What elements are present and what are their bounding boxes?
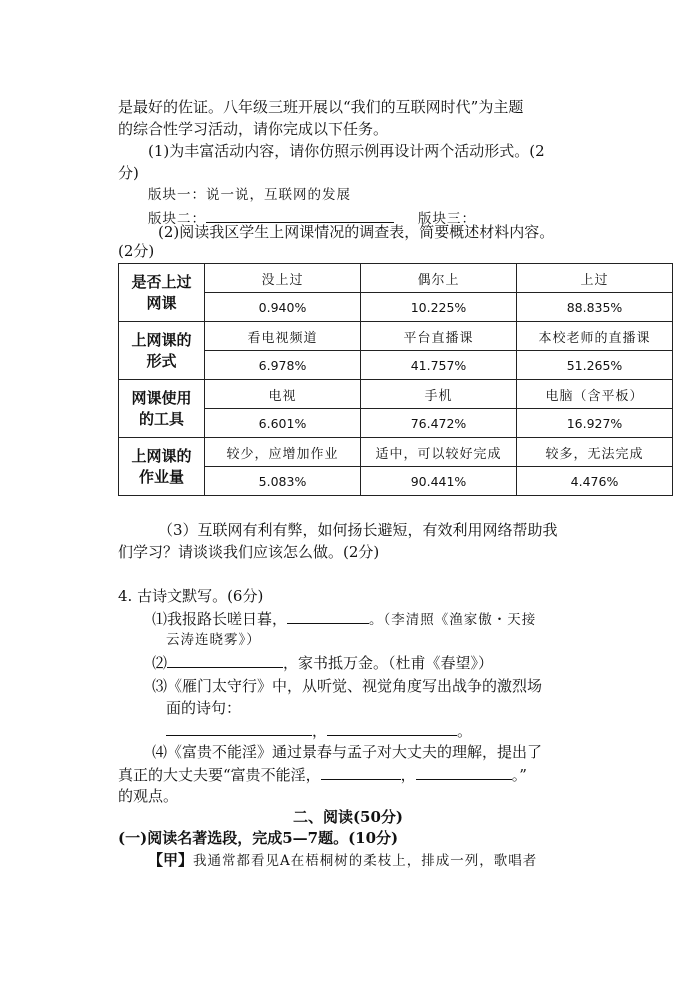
answer-blank[interactable] xyxy=(167,652,283,668)
answer-blank[interactable] xyxy=(327,720,457,736)
table-cell: 较少，应增加作业 xyxy=(205,438,361,467)
table-cell: 5.083% xyxy=(205,467,361,496)
answer-blank[interactable] xyxy=(287,608,369,624)
answer-blank[interactable] xyxy=(416,764,512,780)
q1-example: 版块一：说一说，互联网的发展 xyxy=(148,187,351,203)
table-cell: 76.472% xyxy=(361,409,517,438)
table-cell: 90.441% xyxy=(361,467,517,496)
row-header: 上网课的 作业量 xyxy=(119,438,205,496)
table-row xyxy=(119,322,673,351)
table-cell: 10.225% xyxy=(361,293,517,322)
block2-blank[interactable] xyxy=(206,207,394,223)
table-cell: 0.940% xyxy=(205,293,361,322)
q2-text-cont: (2分) xyxy=(118,242,155,260)
table-cell: 电脑（含平板） xyxy=(517,380,673,409)
table-cell: 没上过 xyxy=(205,264,361,293)
q4-item-1-source: 云涛连晓雾》） xyxy=(166,632,261,648)
table-cell: 51.265% xyxy=(517,351,673,380)
block2-label: 版块二： xyxy=(148,211,206,227)
section-title: 二、阅读(50分) xyxy=(292,808,404,826)
answer-blank[interactable] xyxy=(166,720,312,736)
table-cell: 16.927% xyxy=(517,409,673,438)
q4-item-3: ⑶《雁门太守行》中，从听觉、视觉角度写出战争的激烈场 xyxy=(152,677,543,695)
passage-jia xyxy=(148,850,537,871)
q3-line-2: 们学习？请谈谈我们应该怎么做。(2分) xyxy=(118,543,380,561)
q4-item-4-cont: 真正的大丈夫要“富贵不能淫， ， 。” xyxy=(118,766,527,784)
table-cell: 本校老师的直播课 xyxy=(517,322,673,351)
row-header: 是否上过 网课 xyxy=(119,264,205,322)
row-header: 上网课的 形式 xyxy=(119,322,205,380)
table-cell: 4.476% xyxy=(517,467,673,496)
block3-label: 版块三： xyxy=(418,211,476,227)
q4-item-3-cont: 面的诗句： xyxy=(166,699,242,717)
table-cell: 适中，可以较好完成 xyxy=(361,438,517,467)
q4-title: 4. 古诗文默写。(6分) xyxy=(118,587,264,605)
table-cell: 电视 xyxy=(205,380,361,409)
table-cell: 6.601% xyxy=(205,409,361,438)
intro-line-2: 的综合性学习活动，请你完成以下任务。 xyxy=(118,120,389,138)
table-cell: 看电视频道 xyxy=(205,322,361,351)
table-cell: 较多，无法完成 xyxy=(517,438,673,467)
table-cell: 41.757% xyxy=(361,351,517,380)
answer-blank[interactable] xyxy=(321,764,401,780)
survey-table xyxy=(118,263,673,496)
table-row xyxy=(119,438,673,467)
table-cell: 手机 xyxy=(361,380,517,409)
q4-item-2: ⑵ ，家书抵万金。（杜甫《春望》） xyxy=(152,654,494,672)
q4-item-3-blanks: ， 。 xyxy=(166,720,472,741)
q4-item-1: ⑴我报路长嗟日暮， 。（李清照《渔家傲・天接 xyxy=(152,610,537,628)
table-cell: 6.978% xyxy=(205,351,361,380)
table-row xyxy=(119,380,673,409)
table-row xyxy=(119,264,673,293)
q3-line-1: （3）互联网有利有弊，如何扬长避短，有效利用网络帮助我 xyxy=(158,521,558,539)
table-cell: 上过 xyxy=(517,264,673,293)
table-cell: 偶尔上 xyxy=(361,264,517,293)
subsection-title: (一)阅读名著选段，完成5—7题。(10分) xyxy=(118,829,399,847)
jia-text: 我通常都看见A在梧桐树的柔枝上，排成一列，歌唱者 xyxy=(193,853,538,869)
q1-text: (1)为丰富活动内容，请你仿照示例再设计两个活动形式。(2 xyxy=(148,142,545,160)
intro-line-1: 是最好的佐证。八年级三班开展以“我们的互联网时代”为主题 xyxy=(118,98,524,116)
q1-text-cont: 分) xyxy=(118,164,139,182)
row-header: 网课使用 的工具 xyxy=(119,380,205,438)
table-cell: 88.835% xyxy=(517,293,673,322)
q4-item-4: ⑷《富贵不能淫》通过景春与孟子对大丈夫的理解，提出了 xyxy=(152,743,543,761)
q4-item-4-end: 的观点。 xyxy=(118,787,179,805)
table-cell: 平台直播课 xyxy=(361,322,517,351)
q2-text: (2)阅读我区学生上网课情况的调查表，简要概述材料内容。 xyxy=(158,223,555,241)
jia-label: 【甲】 xyxy=(148,851,194,869)
